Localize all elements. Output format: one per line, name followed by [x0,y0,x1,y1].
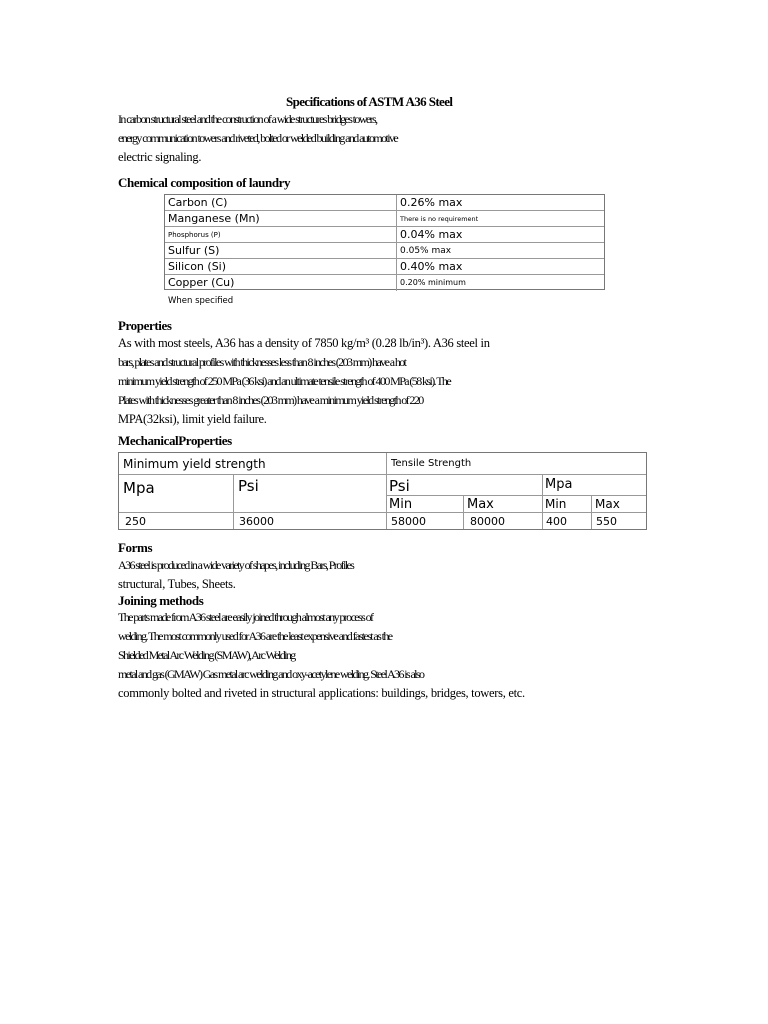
mechanical-heading: MechanicalProperties [118,433,232,448]
mpa-max-label: Max [595,497,620,511]
table-row [165,227,604,243]
tensile-psi-header: Psi [389,477,410,495]
properties-line: As with most steels, A36 has a density of 7850 kg/m³ (0.28 lb/in³). A36 steel in [118,336,490,350]
properties-paragraph [118,334,548,429]
element-name: Manganese (Mn) [165,211,397,226]
forms-line: structural, Tubes, Sheets. [118,577,236,591]
tensile-strength-header: Tensile Strength [391,458,472,469]
forms-paragraph [118,556,358,594]
chemical-composition-table [164,194,605,290]
element-name: Sulfur (S) [165,243,397,258]
yield-psi-header: Psi [238,477,259,495]
tensile-psi-min-value: 58000 [391,515,426,528]
joining-line: welding. The most commonly used for A36 are the least expensive and fastest as the [118,629,392,643]
element-value: 0.20% minimum [400,278,466,287]
table-row [165,195,604,211]
joining-line: metal and gas (GMAW) Gas metal arc welding and oxy-acetylene welding. Steel A36 is also [118,667,424,681]
document-title: Specifications of ASTM A36 Steel [286,94,453,109]
tensile-mpa-max-value: 550 [596,515,617,528]
forms-line: A36 steel is produced in a wide variety of shapes, including Bars, Profiles [118,558,354,572]
forms-heading: Forms [118,540,153,555]
table-row [165,243,604,259]
joining-heading: Joining methods [118,593,204,608]
element-name: Silicon (Si) [165,259,397,274]
table-divider [542,474,543,529]
tensile-psi-max-value: 80000 [470,515,505,528]
table-divider [386,495,646,496]
yield-psi-value: 36000 [239,515,274,528]
joining-line: Shielded Metal Arc Welding (SMAW), Arc Welding [118,648,295,662]
properties-heading: Properties [118,318,172,333]
intro-line: electric signaling. [118,150,202,164]
element-value: 0.05% max [400,246,452,256]
yield-mpa-value: 250 [125,515,146,528]
properties-line: MPA(32ksi), limit yield failure. [118,412,267,426]
chemical-heading: Chemical composition of laundry [118,175,291,190]
table-row [165,211,604,227]
mpa-min-label: Min [545,497,567,511]
table-divider [119,474,646,475]
element-value: 0.04% max [400,228,463,241]
table-divider [119,512,646,513]
table-note: When specified [168,296,234,306]
joining-line: The parts made from A36 steel are easily joined through almost any process of [118,610,373,624]
table-divider [233,474,234,529]
psi-min-label: Min [389,497,413,512]
psi-max-label: Max [467,497,494,512]
tensile-mpa-min-value: 400 [546,515,567,528]
element-name: Copper (Cu) [165,275,397,291]
properties-line: minimum yield strength of 250 MPa (36 ksi) and an ultimate tensile strength of 400 MPa (58 ksi). The [118,374,451,388]
element-name: Carbon (C) [165,195,397,210]
intro-paragraph [118,110,558,167]
element-name: Phosphorus (P) [165,227,397,242]
tensile-mpa-header: Mpa [545,477,573,492]
table-divider [386,453,387,529]
element-value: There is no requirement [400,215,479,223]
yield-strength-header: Minimum yield strength [123,457,266,471]
table-row [165,275,604,291]
joining-line: commonly bolted and riveted in structural applications: buildings, bridges, towers, etc. [118,686,525,700]
table-row [165,259,604,275]
intro-line: energy communication towers and riveted, bolted or welded building and automotive [118,131,398,145]
element-value: 0.26% max [400,196,463,209]
properties-line: Plates with thicknesses greater than 8 inches (203 mm) have a minimum yield strength of 220 [118,393,423,407]
properties-line: bars, plates and structural profiles with thicknesses less than 8 inches (203 mm) have a hot [118,355,406,369]
yield-mpa-header: Mpa [123,479,155,497]
mechanical-properties-table [118,452,647,530]
element-value: 0.40% max [400,260,463,273]
intro-line: In carbon structural steel and the construction of a wide structures bridges towers, [118,112,377,126]
joining-paragraph [118,608,578,703]
